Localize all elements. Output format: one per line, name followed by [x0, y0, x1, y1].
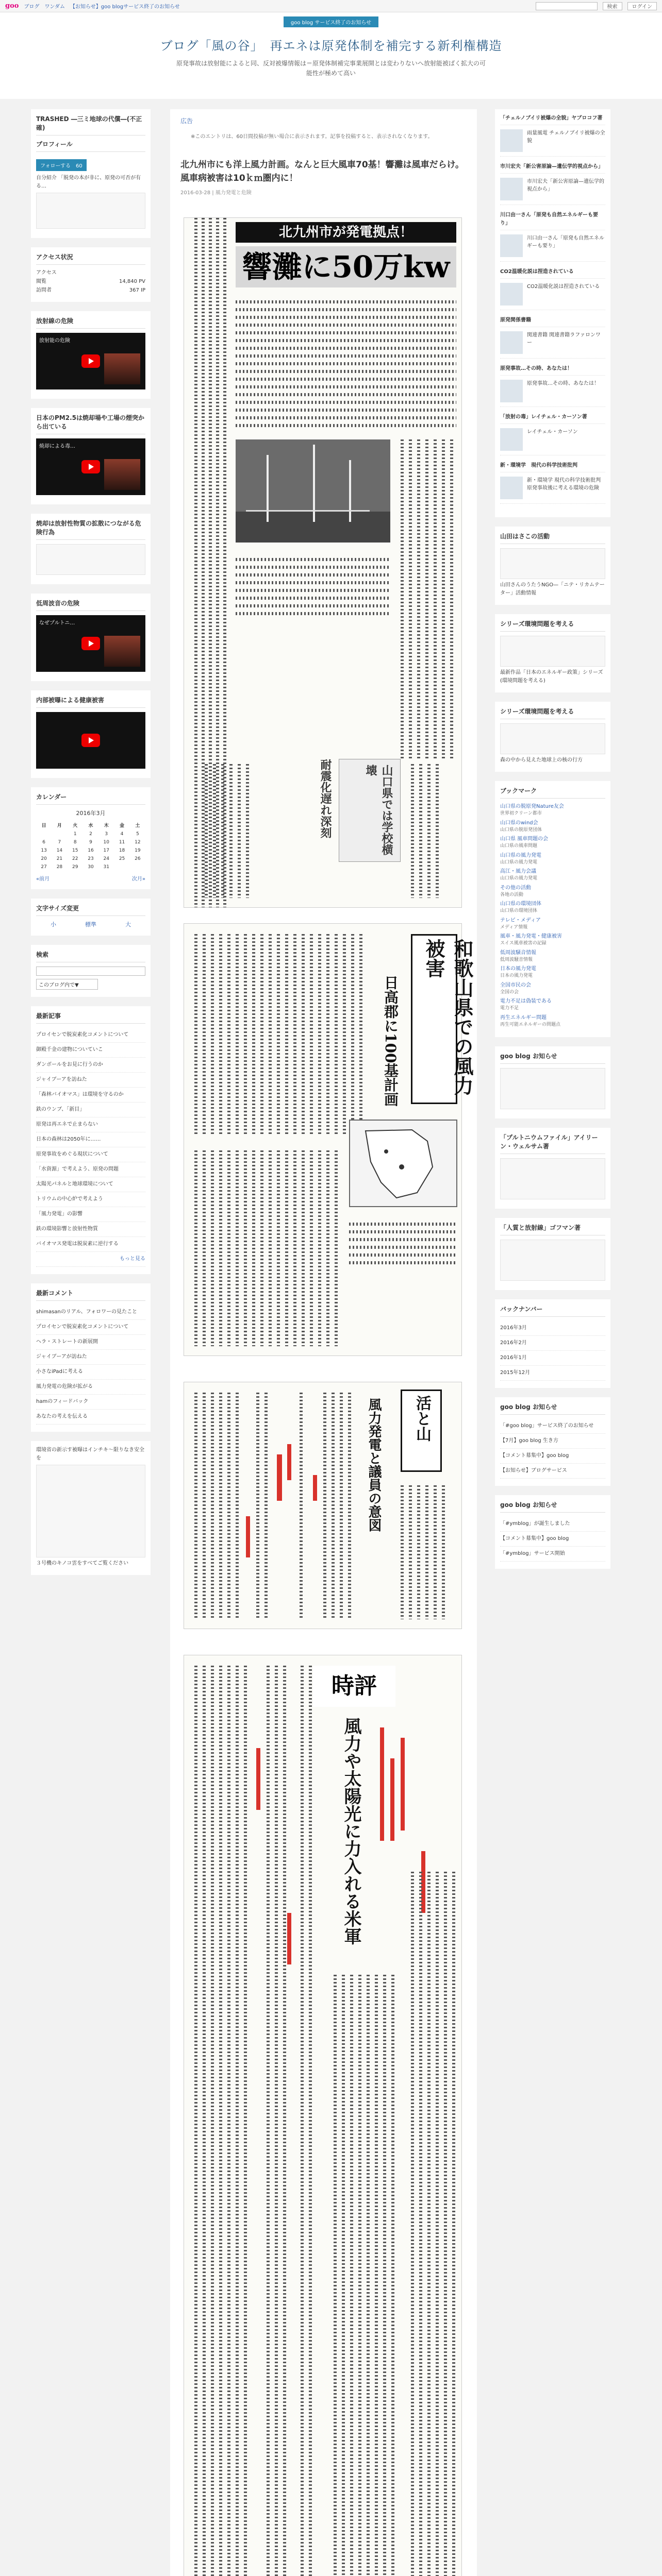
calendar-day: [130, 863, 145, 871]
comment-item[interactable]: あなたの考えを伝える: [36, 1410, 145, 1425]
goo-logo[interactable]: goo: [5, 2, 19, 10]
bookmark-link[interactable]: 日本の風力発電: [500, 966, 536, 972]
bookmark-desc: 各地の活動: [500, 892, 524, 897]
blog-search-input[interactable]: [36, 967, 145, 976]
calendar-day[interactable]: 5: [136, 832, 139, 837]
video-box-4: [31, 594, 151, 681]
recent-item[interactable]: 御殿千金の建物についていこ: [36, 1043, 145, 1058]
book-desc[interactable]: CO2温暖化説は捏造されている: [527, 284, 600, 290]
backnumber-item[interactable]: 2016年2月: [500, 1336, 605, 1351]
book-row: [500, 424, 605, 455]
book-row: [500, 376, 605, 407]
book-image[interactable]: [500, 331, 523, 354]
recent-item[interactable]: 「水資源」で考えよう、原発の問題: [36, 1162, 145, 1177]
calendar-weekday: 火: [73, 823, 78, 829]
book-item: [500, 211, 605, 262]
section-title: 山田はさこの活動: [500, 532, 605, 544]
blog-description: 原発事故は放射能によると同、反対被爆情報は＝原発体制補完事業展開とは変わりないへ放射能被ばく拡大の可能性が極めて高い: [176, 60, 486, 77]
calendar-day: [114, 863, 129, 871]
calendar-day[interactable]: 26: [135, 856, 141, 862]
bookmark-link[interactable]: テレビ・メディア: [500, 917, 541, 923]
book-image[interactable]: [500, 129, 523, 152]
book-image[interactable]: [500, 380, 523, 402]
bookmark-desc: メディア情報: [500, 924, 528, 930]
recent-item[interactable]: ジャイブーアを訪ねた: [36, 1073, 145, 1088]
profile-text: 自分紹介 「脱発の本が非に、原発の可否が有る…: [36, 175, 141, 190]
calendar-day[interactable]: 24: [103, 856, 109, 862]
newspaper-clipping-1: [184, 217, 462, 908]
calendar-prev[interactable]: «前月: [36, 876, 50, 883]
goo-notice-item[interactable]: 【コメント募集中】goo blog: [500, 1449, 605, 1464]
bookmark-title: ブックマーク: [500, 786, 605, 799]
calendar-day[interactable]: 11: [119, 840, 125, 845]
book-row: [500, 125, 605, 157]
goo-notice-item[interactable]: 【お知らせ】ブログサービス: [500, 1464, 605, 1479]
bookmark-desc: 山口県の風力発電: [500, 859, 538, 865]
section-text[interactable]: 森の中から見えた地球上の核の行方: [500, 757, 583, 764]
book-title[interactable]: 原発関係書籍: [500, 316, 605, 327]
section-title: シリーズ環境問題を考える: [500, 619, 605, 632]
book-desc[interactable]: 新・環境学 現代の科学技術批判 原発事故後に考える環境の危険: [527, 478, 601, 492]
play-icon: [81, 734, 100, 747]
book-item: [500, 462, 605, 504]
calendar-day[interactable]: 19: [135, 848, 141, 854]
video-player[interactable]: 焼却による毒…: [36, 438, 145, 495]
clip2-headline: 山口県では学校横壊: [339, 759, 401, 862]
goo-notice-item[interactable]: 「#goo blog」サービス終了のお知らせ: [500, 1419, 605, 1434]
left-sidebar: [31, 109, 151, 1584]
bookmark-desc: 山口県の風車問題: [500, 843, 538, 849]
book-item: [500, 413, 605, 455]
profile-box: [31, 109, 151, 238]
recent-item[interactable]: 原発事故をめぐる現状について: [36, 1147, 145, 1162]
image-placeholder: [36, 1465, 145, 1557]
image-placeholder: [500, 636, 605, 667]
clip3-headline: 和歌山県での風力被害: [422, 939, 474, 1096]
calendar-day[interactable]: 9: [89, 840, 92, 845]
book-row: [500, 230, 605, 262]
image-placeholder: [500, 548, 605, 579]
backnumber-title: バックナンバー: [500, 1304, 605, 1317]
no-post-notice: ※このエントリは、60日間投稿が無い場合に表示されます。記事を投稿すると、表示されなくなります。: [191, 134, 433, 140]
book-title[interactable]: 「チェルノブイリ被爆の全貌」ヤブロコフ著: [500, 114, 605, 125]
bookmark-desc: スイス風車被害の記録: [500, 941, 547, 946]
clip5-sub: 風力や太陽光に力入れる米軍: [341, 1717, 361, 1945]
bookmark-link[interactable]: 風車・風力発電・健康被害: [500, 934, 562, 940]
bookmark-link[interactable]: 山口県の脱原発Nature友会: [500, 804, 564, 810]
font-size-box: [31, 899, 151, 936]
comment-item[interactable]: 小さなiPadに考える: [36, 1365, 145, 1380]
bookmark-desc: 山口県の風力発電: [500, 876, 538, 882]
clip2-sub: 耐震化遅れ深刻: [319, 759, 332, 839]
calendar-weekday: 土: [135, 823, 140, 829]
calendar-weekday: 木: [104, 823, 109, 829]
bookmark-link[interactable]: その他の活動: [500, 885, 531, 891]
video-box-3: [31, 514, 151, 584]
goo-notice-title-2: goo blog お知らせ: [500, 1500, 605, 1513]
calendar-day[interactable]: 1: [73, 832, 77, 837]
book-item: [500, 163, 605, 205]
calendar-day[interactable]: 31: [103, 865, 109, 870]
bookmark-box: [495, 781, 610, 1037]
clip3-sub: 日高郡に100基計画: [382, 975, 399, 1107]
calendar-day[interactable]: 4: [120, 832, 124, 837]
clip5-headline-box: [313, 1666, 395, 1707]
book-image[interactable]: [500, 234, 523, 257]
book-title[interactable]: 市川宏夫「新公害原論—遺伝学的視点から」: [500, 163, 605, 174]
section-box-5: [495, 1128, 610, 1209]
search-scope-select[interactable]: このブログ内で▼: [36, 979, 98, 990]
clip3-headline-box: [411, 934, 474, 1104]
comment-item[interactable]: ヘラ・ストレートの新展開: [36, 1335, 145, 1350]
video-player[interactable]: [36, 712, 145, 769]
section-box-4: [495, 1046, 610, 1118]
play-icon: [81, 637, 100, 650]
backnumber-box: [495, 1299, 610, 1388]
calendar-day[interactable]: 22: [72, 856, 78, 862]
access-label: アクセス: [36, 270, 57, 276]
goo-notice-item[interactable]: 【コメント募集中】goo blog: [500, 1532, 605, 1547]
video2-title: 日本のPM2.5は焼却場や工場の煙突から出ている: [36, 413, 145, 434]
topbar-link-wandam[interactable]: ワンダム: [44, 4, 65, 10]
book-image[interactable]: [500, 283, 523, 306]
bookmark-link[interactable]: 山口県の風力発電: [500, 852, 541, 858]
video-player[interactable]: 放射能の危険: [36, 333, 145, 389]
profile-extra: [36, 193, 145, 229]
clip4-headline-box: [401, 1389, 442, 1472]
clip4-headline: 活と山: [413, 1395, 431, 1442]
section-title: シリーズ環境問題を考える: [500, 707, 605, 719]
calendar-weekday: 月: [57, 823, 62, 829]
image-placeholder: [500, 1158, 605, 1199]
book-desc[interactable]: 関連書籍 関連書籍ラファロンワー: [527, 332, 601, 346]
last-article-2[interactable]: ３号機のキノコ雲をすべてご覧ください: [36, 1561, 129, 1567]
goo-notice-item[interactable]: 「#ymblog」サービス開始: [500, 1547, 605, 1562]
calendar-table: [36, 820, 145, 871]
video-box-2: [31, 408, 151, 504]
last-article[interactable]: 環境省の新示す被曝はインチキ〜限りなき安全を: [36, 1447, 144, 1462]
font-large[interactable]: 大: [125, 921, 131, 928]
ad-label: 広告: [180, 117, 193, 125]
calendar-day[interactable]: 30: [88, 865, 94, 870]
section-title: 「人質と放射線」ゴフマン著: [500, 1223, 605, 1235]
access-row: 閲覧 14,840 PV: [36, 279, 145, 285]
entry-meta: 2016-03-28 | 風力発電と危険: [180, 190, 252, 196]
bookmark-desc: 低周波騒音情報: [500, 957, 533, 962]
calendar-day[interactable]: 25: [119, 856, 125, 862]
book-item: [500, 316, 605, 359]
calendar-month: 2016年3月: [76, 810, 106, 817]
bookmark-desc: 日本の風力発電: [500, 973, 533, 979]
video5-title: 内部被曝による健康被害: [36, 696, 145, 708]
book-desc[interactable]: 雨量風電 チェルノブイリ被爆の全貌: [527, 130, 605, 144]
newspaper-clipping-2: [184, 923, 474, 1356]
recent-item[interactable]: 「森林バイオマス」は環境を守るのか: [36, 1088, 145, 1103]
image-placeholder: [500, 1240, 605, 1281]
section-title: 「プルトニウムファイル」アイリーン・ウェルサム著: [500, 1133, 605, 1154]
section-box-3: [495, 702, 610, 772]
book-title[interactable]: 原発事故…その時、あなたは！: [500, 365, 605, 376]
bookmark-desc: 世界初クリーン都市: [500, 811, 542, 817]
calendar-next[interactable]: 次月»: [131, 876, 145, 883]
topbar-search-button[interactable]: 検索: [603, 2, 622, 10]
bookmark-link[interactable]: 山口県 風車問題の会: [500, 836, 549, 842]
book-title[interactable]: CO2温暖化説は捏造されている: [500, 268, 605, 279]
comments-box: [31, 1283, 151, 1432]
recent-item[interactable]: プロイセンで脱炭素化コメントについて: [36, 1028, 145, 1043]
book-row: [500, 472, 605, 504]
calendar-day: [36, 830, 52, 838]
bookmark-desc: 電力不足: [500, 1006, 519, 1011]
extra-box: [31, 1441, 151, 1575]
recent-item[interactable]: ダンボールをお見に行うのか: [36, 1058, 145, 1073]
clip3-map: [349, 1120, 457, 1207]
recent-box: [31, 1006, 151, 1274]
bookmark-link[interactable]: 山口県のwind会: [500, 820, 538, 826]
book-image[interactable]: [500, 428, 523, 451]
comments-title: 最新コメント: [36, 1289, 145, 1301]
backnumber-item[interactable]: 2016年3月: [500, 1321, 605, 1336]
calendar-weekday: 日: [41, 823, 46, 829]
access-title: アクセス状況: [36, 252, 145, 265]
bookmark-link[interactable]: 電力不足は偽装である: [500, 998, 552, 1005]
book-image[interactable]: [500, 477, 523, 499]
bookmark-link[interactable]: 山口県の環境団体: [500, 901, 541, 907]
bookmark-link[interactable]: 低周波騒音情報: [500, 950, 536, 956]
recent-item[interactable]: 原発は再エネで止まらない: [36, 1117, 145, 1132]
calendar-day[interactable]: 23: [88, 856, 94, 862]
goo-notice-box-2: [495, 1495, 610, 1569]
topbar-link-blog[interactable]: ブログ: [24, 4, 40, 10]
book-desc[interactable]: 原発事故…その時、あなたは！: [527, 381, 599, 387]
book-title[interactable]: 川口由一さん「原発も自然エネルギーも要り」: [500, 211, 605, 230]
calendar-day: [52, 830, 67, 838]
login-button[interactable]: ログイン: [627, 2, 657, 10]
calendar-day[interactable]: 14: [56, 848, 63, 854]
blog-title[interactable]: ブログ「風の谷」 再エネは原発体制を補完する新利権構造: [160, 39, 502, 53]
clip4-sub: 風力発電と議員の意図: [366, 1398, 382, 1532]
clip1-photo: [236, 439, 390, 543]
play-icon: [81, 354, 100, 368]
calendar-day[interactable]: 16: [88, 848, 94, 854]
calendar-day[interactable]: 3: [105, 832, 108, 837]
section-text[interactable]: 山田さんのうたうNGO—「ニテ・リカムテーター」活動情報: [500, 582, 605, 597]
access-box: [31, 247, 151, 302]
search-title: 検索: [36, 950, 145, 962]
font-size-title: 文字サイズ変更: [36, 904, 145, 916]
calendar-day[interactable]: 28: [56, 865, 63, 870]
section-title: goo blog お知らせ: [500, 1052, 605, 1064]
recent-item[interactable]: 鉄の環境影響と放射性物質: [36, 1222, 145, 1237]
book-desc[interactable]: レイチェル・カーソン: [527, 429, 578, 435]
calendar-day[interactable]: 6: [42, 840, 45, 845]
comment-item[interactable]: ジャイブーアが訪ねた: [36, 1350, 145, 1365]
book-image[interactable]: [500, 178, 523, 200]
calendar-day[interactable]: 2: [89, 832, 92, 837]
comment-item[interactable]: 風力発電の危険が拡がる: [36, 1380, 145, 1395]
more-link[interactable]: もっと見る: [36, 1252, 145, 1267]
bookmark-desc: 山口県の環境団体: [500, 908, 538, 914]
section-box-2: [495, 614, 610, 692]
recent-item[interactable]: バイオマス発電は脱炭素に逆行する: [36, 1237, 145, 1252]
calendar-day[interactable]: 20: [41, 856, 47, 862]
book-title[interactable]: 新・環境学 現代の科学技術批判: [500, 462, 605, 472]
font-normal[interactable]: 標準: [85, 921, 96, 928]
video-box-1: [31, 311, 151, 399]
calendar-box: [31, 787, 151, 889]
service-end-notice[interactable]: goo blog サービス終了のお知らせ: [284, 16, 378, 27]
comment-item[interactable]: プロイセンで脱炭素化コメントについて: [36, 1320, 145, 1335]
image-placeholder: [500, 1068, 605, 1109]
book-list-box: [495, 109, 610, 517]
image-placeholder: [500, 723, 605, 754]
entry-title[interactable]: 北九州市にも洋上風力計画。なんと巨大風車70基！響灘は風車だらけ。風車病被害は10ｋｍ圏内に！: [180, 160, 464, 183]
bookmark-desc: 再生可能エネルギーの問題点: [500, 1022, 561, 1027]
calendar-day[interactable]: 12: [135, 840, 141, 845]
right-sidebar: [495, 109, 610, 1578]
calendar-weekday: 金: [120, 823, 125, 829]
goo-notice-title: goo blog お知らせ: [500, 1402, 605, 1415]
book-item: [500, 365, 605, 407]
goo-notice-item[interactable]: 「#ymblog」が誕生しました: [500, 1517, 605, 1532]
backnumber-item[interactable]: 2016年1月: [500, 1351, 605, 1366]
blog-header: [0, 12, 662, 99]
follow-button[interactable]: フォローする 60: [36, 159, 87, 171]
calendar-title: カレンダー: [36, 792, 145, 805]
book-title[interactable]: 「放射の毒」レイチェル・カーソン著: [500, 413, 605, 424]
goo-notice-box: [495, 1397, 610, 1486]
search-box: [31, 945, 151, 997]
play-icon: [81, 460, 100, 473]
topbar-search-input[interactable]: [536, 2, 598, 10]
bookmark-link[interactable]: 再生エネルギー問題: [500, 1014, 547, 1021]
clip1-kicker: 北九州市が発電拠点！: [236, 222, 456, 243]
bookmark-desc: 山口県の脱原発団体: [500, 827, 542, 833]
video-box-5: [31, 690, 151, 778]
calendar-day[interactable]: 27: [41, 865, 47, 870]
topbar-link-notice[interactable]: 【お知らせ】goo blogサービス終了のお知らせ: [70, 4, 180, 10]
section-text[interactable]: 最新作品「日本のエネルギー政策」シリーズ(環境問題を考える): [500, 670, 603, 684]
recent-item[interactable]: 日本の森林は2050年に……: [36, 1132, 145, 1147]
backnumber-item[interactable]: 2015年12月: [500, 1366, 605, 1381]
calendar-day[interactable]: 7: [58, 840, 61, 845]
recent-item[interactable]: 太陽光パネルと地球環境について: [36, 1177, 145, 1192]
clip1-headline: 響灘に50万kw: [236, 246, 456, 287]
video3-title: 焼却は放射性物質の拡散につながる危険行為: [36, 519, 145, 540]
section-box-1: [495, 527, 610, 605]
book-row: [500, 327, 605, 359]
access-row: 訪問者 367 IP: [36, 287, 145, 294]
goo-notice-item[interactable]: 【7月】goo blog 生き方: [500, 1434, 605, 1449]
bookmark-desc: 全国の会: [500, 989, 519, 995]
book-item: [500, 114, 605, 157]
calendar-day[interactable]: 8: [73, 840, 77, 845]
comment-item[interactable]: shimasanのリアル、フォロワーの見たこと: [36, 1305, 145, 1320]
font-small[interactable]: 小: [51, 921, 56, 928]
calendar-day[interactable]: 21: [56, 856, 63, 862]
book-item: [500, 268, 605, 310]
calendar-day[interactable]: 29: [72, 865, 78, 870]
profile-title: プロフィール: [36, 140, 145, 152]
video1-title: 放射線の危険: [36, 316, 145, 329]
recent-item[interactable]: 「風力発電」の影響: [36, 1207, 145, 1222]
calendar-day[interactable]: 10: [103, 840, 109, 845]
recent-item[interactable]: トリウムの中心炉で考えよう: [36, 1192, 145, 1207]
profile-head: TRASHED ―三ミ地球の代償―(不正確): [36, 114, 145, 135]
bookmark-link[interactable]: 高江・風力会議: [500, 869, 536, 875]
calendar-day[interactable]: 15: [72, 848, 78, 854]
book-row: [500, 279, 605, 310]
video4-title: 低周波音の危険: [36, 599, 145, 611]
bookmark-link[interactable]: 全国市民の会: [500, 982, 531, 988]
recent-item[interactable]: 鉄のウンブ、「新目」: [36, 1103, 145, 1117]
book-row: [500, 174, 605, 205]
book-desc[interactable]: 川口由一さん「原発も自然エネルギーも要り」: [527, 235, 604, 249]
image-placeholder: [36, 544, 145, 575]
newspaper-clipping-3: [184, 1382, 462, 1629]
calendar-day[interactable]: 18: [119, 848, 125, 854]
calendar-day[interactable]: 17: [103, 848, 109, 854]
top-bar: [0, 0, 662, 12]
calendar-day[interactable]: 13: [41, 848, 47, 854]
comment-item[interactable]: hamのフィードバック: [36, 1395, 145, 1410]
clip5-headline: 時評: [332, 1673, 377, 1700]
recent-title: 最新記事: [36, 1011, 145, 1024]
main-content: [170, 109, 477, 2576]
section-box-6: [495, 1218, 610, 1290]
video-player[interactable]: なぜプルトニ…: [36, 615, 145, 672]
newspaper-clipping-4: [184, 1655, 462, 2576]
book-desc[interactable]: 市川宏夫「新公害原論—遺伝学的視点から」: [527, 179, 604, 193]
calendar-weekday: 水: [88, 823, 93, 829]
